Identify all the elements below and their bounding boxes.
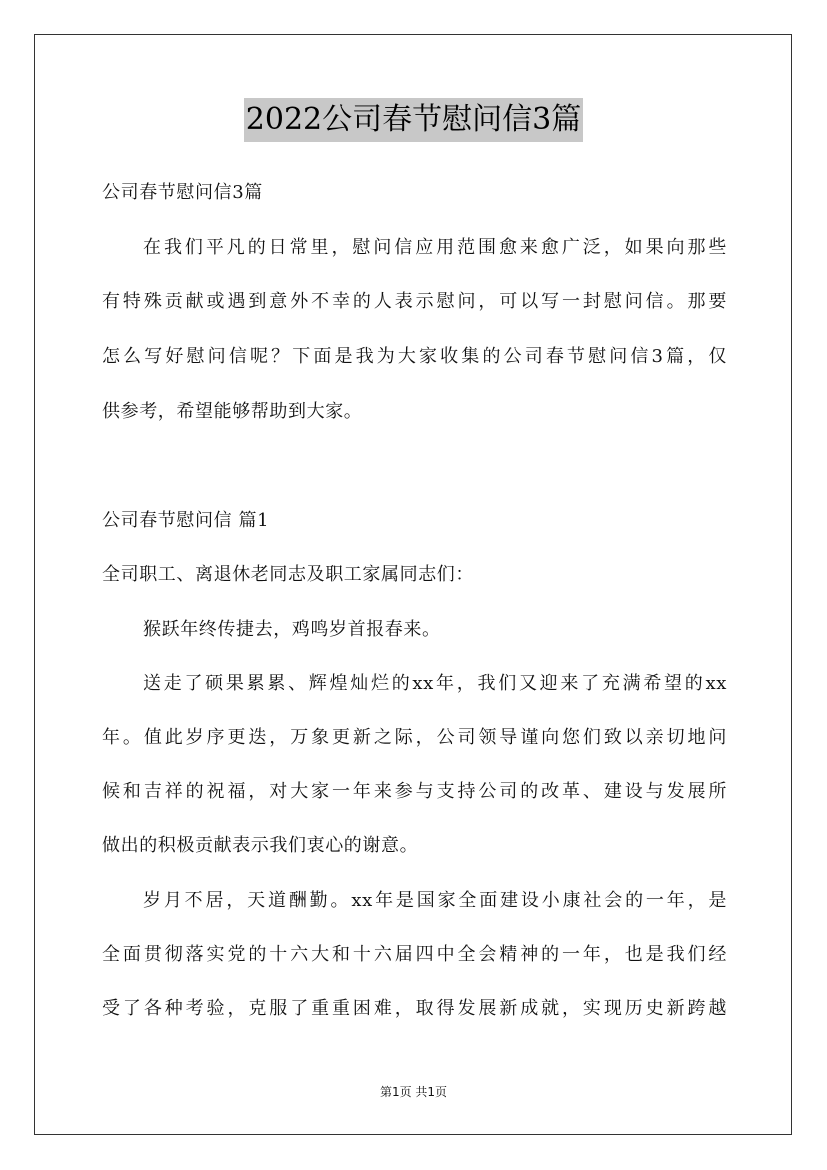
salutation: 全司职工、离退休老同志及职工家属同志们：: [102, 564, 474, 585]
document-title: 2022公司春节慰问信3篇: [244, 98, 583, 142]
intro-line: 供参考，希望能够帮助到大家。: [102, 401, 363, 422]
body-line: 年。值此岁序更迭，万象更新之际，公司领导谨向您们致以亲切地问: [102, 727, 727, 748]
body-line: 岁月不居，天道酬勤。xx年是国家全面建设小康社会的一年，是: [143, 890, 727, 911]
page-number: 第1页 共1页: [379, 1085, 448, 1099]
body-line: 受了各种考验，克服了重重困难，取得发展新成就，实现历史新跨越: [102, 998, 727, 1019]
body-line: 送走了硕果累累、辉煌灿烂的xx年，我们又迎来了充满希望的xx: [143, 673, 727, 694]
body-line: 候和吉祥的祝福，对大家一年来参与支持公司的改革、建设与发展所: [102, 781, 727, 802]
body-line: 猴跃年终传捷去，鸡鸣岁首报春来。: [143, 619, 441, 640]
intro-line: 有特殊贡献或遇到意外不幸的人表示慰问，可以写一封慰问信。那要: [102, 291, 727, 312]
section-heading: 公司春节慰问信 篇1: [102, 510, 270, 531]
intro-line: 在我们平凡的日常里，慰问信应用范围愈来愈广泛，如果向那些: [143, 237, 727, 258]
body-line: 做出的积极贡献表示我们衷心的谢意。: [102, 835, 419, 856]
title-container: [0, 98, 827, 142]
body-line: 全面贯彻落实党的十六大和十六届四中全会精神的一年，也是我们经: [102, 944, 727, 965]
intro-line: 怎么写好慰问信呢？下面是我为大家收集的公司春节慰问信3篇，仅: [102, 346, 727, 367]
document-subtitle: 公司春节慰问信3篇: [102, 182, 263, 203]
